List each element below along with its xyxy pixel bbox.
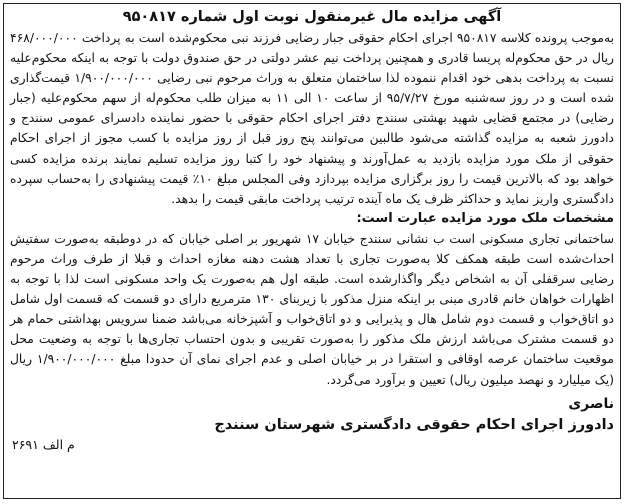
property-specs-heading: مشخصات ملک مورد مزایده عبارت است: [356, 210, 614, 226]
signer-office: دادورز اجرای احکام حقوقی دادگستری شهرستان سنندج [214, 416, 614, 433]
reference-number: م الف ۲۶۹۱ [12, 436, 75, 452]
auction-notice [10, 8, 614, 494]
notice-body-paragraph: به‌موجب پرونده کلاسه ۹۵۰۸۱۷ اجرای احکام حقوقی جبار رضایی فرزند نبی محکوم‌شده است به پرداخت ۴۶۸/۰۰۰/۰۰۰ ریال در حق محکوم‌له پریسا قادری و همچنین پرداخت نیم عشر دولتی در حق صندوق دولت با توجه به اینکه محکوم‌علیه نسبت به پرداخت بدهی خود اقدام ننموده لذا ساختمان متعلق به وراث مرحوم نبی رضایی ۱/۹۰۰/۰۰۰/۰۰۰ قیمت‌گذاری شده است و در روز سه‌شنبه مورخ ۹۵/۷/۲۷ از ساعت ۱۰ الی ۱۱ به میزان طلب محکوم‌له از سهم محکوم‌علیه (جبار رضایی) در مجتمع قضایی شهید بهشتی سنندج دفتر اجرای احکام حقوقی با حضور نماینده دادسرای عمومی سنندج و دادورز شعبه به مزایده گذاشته می‌شود طالبین می‌توانند پنج روز قبل از روز مزایده با کسب مجوز از اجرای احکام حقوقی از ملک مورد مزایده بازدید به عمل‌آورند و پیشنهاد خود را کتبا روز مزایده تسلیم نمایند برنده مزایده کسی خواهد بود که بالاترین قیمت را روز برگزاری مزایده بپردازد وفی المجلس مبلغ ۱۰٪ قیمت پیشنهادی را به‌حساب سپرده دادگستری واریز نماید و حداکثر ظرف یک ماه آینده ترتیب پرداخت مابقی قیمت را بدهد. [10, 31, 614, 206]
property-specs-paragraph: ساختمانی تجاری مسکونی است ب نشانی سنندج خیابان ۱۷ شهریور بر اصلی خیابان که در دوطبقه به‌صورت سفتیش احداث‌شده است طبقه همکف کلا به‌صورت تجاری با تعداد هشت دهنه مغازه احداث و قبلا از طرف وراث مرحوم رضایی سرقفلی آن به اشخاص دیگر واگذارشده است. طبقه اول هم به‌صورت یک واحد مسکونی است لذا با توجه به اظهارات خواهان خانم قادری مبنی بر اینکه منزل مذکور با زیربنای ۱۳۰ مترمربع دارای دو قسمت که قسمت اول شامل دو اتاق‌خواب و قسمت دوم شامل هال و پذیرایی و دو اتاق‌خواب و آشپزخانه می‌باشد ضمنا سرویس بهداشتی حمام هر دو قسمت مشترک می‌باشد ارزش ملک مذکور را به‌صورت تقریبی و بدون احتساب تجاری‌ها با توجه به وضعیت محل موقعیت ساختمان عرصه اوقافی و استقرا در بر خیابان اصلی و عدم اجرای نمای آن حدودا مبلغ ۱/۹۰۰/۰۰۰/۰۰۰ ریال (یک میلیارد و نهصد میلیون ریال) تعیین و برآورد می‌گردد. [10, 231, 615, 387]
notice-footer [10, 394, 614, 456]
signer-name: ناصری [568, 395, 614, 412]
notice-title: آگهی مزایده مال غیرمنقول نوبت اول شماره ۹۵۰۸۱۷ [122, 9, 502, 25]
notice-frame [3, 3, 621, 499]
